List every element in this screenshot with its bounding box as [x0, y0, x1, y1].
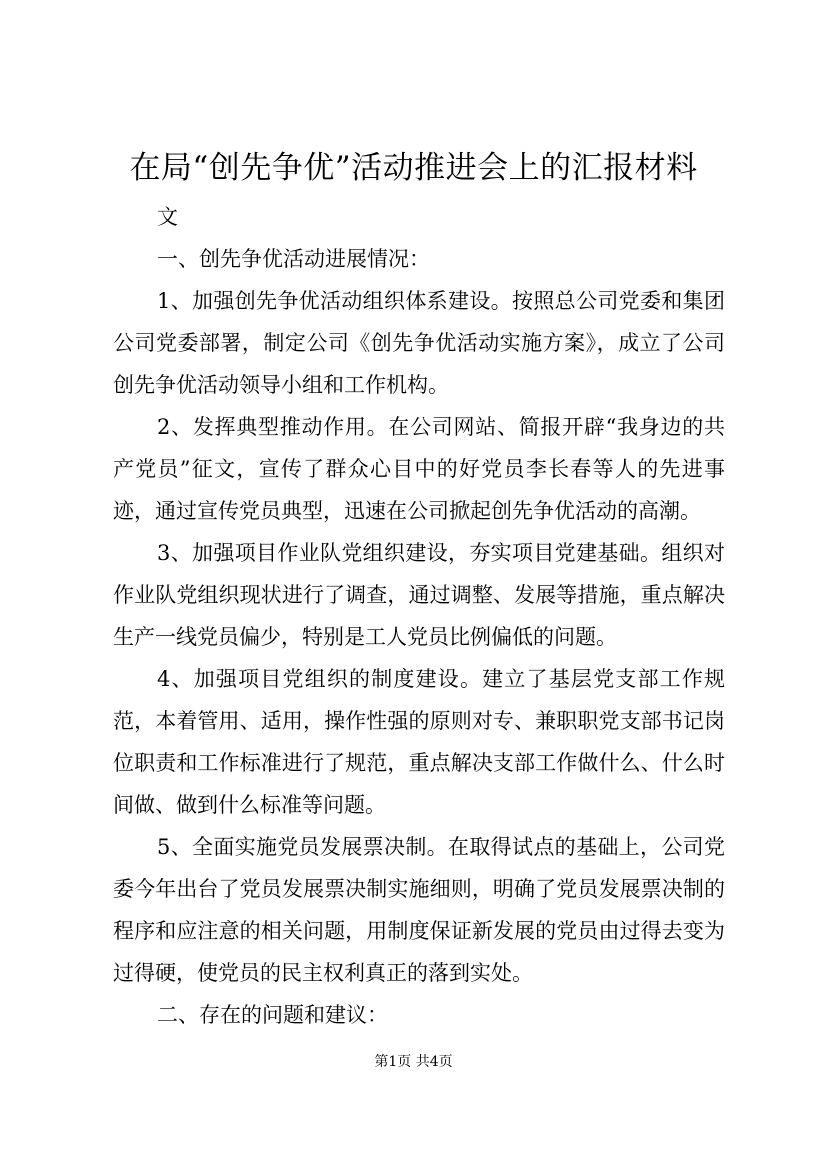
paragraph-5: 5、全面实施党员发展票决制。在取得试点的基础上，公司党委今年出台了党员发展票决制实施细则，明确了党员发展票决制的程序和应注意的相关问题，用制度保证新发展的党员由过得去变为过得硬，使党员的民主权利真正的落到实处。: [113, 835, 725, 985]
document-body: [113, 196, 725, 1036]
author-line: 文: [157, 205, 178, 229]
paragraph-1: 1、加强创先争优活动组织体系建设。按照总公司党委和集团公司党委部署，制定公司《创先争优活动实施方案》，成立了公司创先争优活动领导小组和工作机构。: [113, 289, 725, 397]
page-number: 第1页 共4页: [374, 1054, 453, 1070]
document-title: 在局“创先争优”活动推进会上的汇报材料: [129, 150, 698, 186]
section-heading-issues: 二、存在的问题和建议：: [157, 1003, 388, 1027]
paragraph-3: 3、加强项目作业队党组织建设，夯实项目党建基础。组织对作业队党组织现状进行了调查，通过调整、发展等措施，重点解决生产一线党员偏少，特别是工人党员比例偏低的问题。: [113, 541, 725, 649]
paragraph-4: 4、加强项目党组织的制度建设。建立了基层党支部工作规范，本着管用、适用，操作性强的原则对专、兼职职党支部书记岗位职责和工作标准进行了规范，重点解决支部工作做什么、什么时间做、做到什么标准等问题。: [113, 667, 725, 817]
paragraph-2: 2、发挥典型推动作用。在公司网站、简报开辟“我身边的共产党员”征文，宣传了群众心目中的好党员李长春等人的先进事迹，通过宣传党员典型，迅速在公司掀起创先争优活动的高潮。: [113, 415, 725, 523]
section-heading-progress: 一、创先争优活动进展情况：: [157, 247, 430, 271]
